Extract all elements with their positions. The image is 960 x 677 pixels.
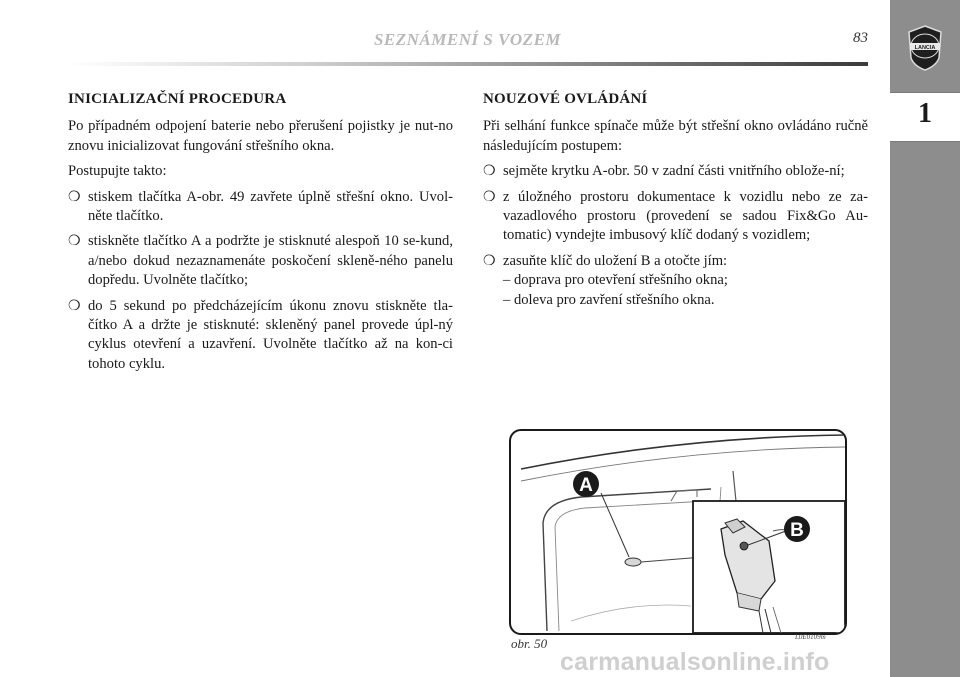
- right-heading: NOUZOVÉ OVLÁDÁNÍ: [483, 91, 648, 107]
- figure-code: L0E0109m: [795, 633, 826, 641]
- left-list: [68, 188, 453, 375]
- right-intro: Při selhání funkce spínače může být střešní okno ovládáno ručně následujícím postupem:: [483, 118, 868, 154]
- list-item: ❍ stiskněte tlačítko A a podržte je stisknuté alespoň 10 se-kund, a/nebo dokud nezaznamenáte poskočení skleně-ného panelu dopředu. Uvolněte tlačítko;: [68, 233, 453, 289]
- header-rule: [68, 62, 868, 66]
- left-heading: INICIALIZAČNÍ PROCEDURA: [68, 91, 287, 107]
- section-title: SEZNÁMENÍ S VOZEM: [373, 30, 562, 49]
- left-column: [68, 90, 453, 380]
- bullet-icon: ❍: [483, 164, 496, 180]
- lancia-logo-icon: [906, 24, 944, 72]
- bullet-icon: ❍: [483, 189, 496, 205]
- left-lead: Postupujte takto:: [68, 163, 167, 180]
- sub-line: – doleva pro zavření střešního okna.: [503, 291, 715, 308]
- list-item: ❍ do 5 sekund po předcházejícím úkonu znovu stiskněte tla-čítko A a držte je stisknuté: skleněný panel provede úpl-ný cyklus otevření a uzavření. Uvolněte tlačítko až na kon-ci tohoto cyklu.: [68, 297, 453, 372]
- label-a: A: [579, 475, 593, 496]
- figure-50: [509, 429, 847, 635]
- bullet-icon: ❍: [68, 298, 81, 314]
- list-item: ❍ zasuňte klíč do uložení B a otočte jím: – doprava pro otevření střešního okna; – doleva pro zavření střešního okna.: [483, 252, 868, 310]
- right-column: [483, 90, 868, 316]
- sunroof-illustration: [511, 431, 845, 633]
- figure-caption: obr. 50: [511, 636, 548, 651]
- chapter-number: 1: [918, 98, 932, 129]
- bullet-icon: ❍: [68, 234, 81, 250]
- list-item: ❍ sejměte krytku A-obr. 50 v zadní části vnitřního oblože-ní;: [483, 162, 868, 181]
- watermark: carmanualsonline.info: [560, 648, 830, 676]
- label-b: B: [790, 520, 804, 541]
- bullet-icon: ❍: [68, 189, 81, 205]
- right-list: [483, 162, 868, 310]
- sub-line: – doprava pro otevření střešního okna;: [503, 272, 728, 289]
- left-intro: Po případném odpojení baterie nebo přerušení pojistky je nut-no znovu inicializovat fungování střešního okna.: [68, 118, 453, 154]
- logo-text: LANCIA: [914, 45, 936, 52]
- list-item: ❍ stiskem tlačítka A-obr. 49 zavřete úplně střešní okno. Uvol-něte tlačítko.: [68, 188, 453, 225]
- bullet-icon: ❍: [483, 253, 496, 269]
- page-number: 83: [853, 30, 868, 46]
- list-item: ❍ z úložného prostoru dokumentace k vozidlu nebo ze za-vazadlového prostoru (provedení se sadou Fix&Go Au-tomatic) vyndejte imbusový klíč dodaný s vozidlem;: [483, 188, 868, 244]
